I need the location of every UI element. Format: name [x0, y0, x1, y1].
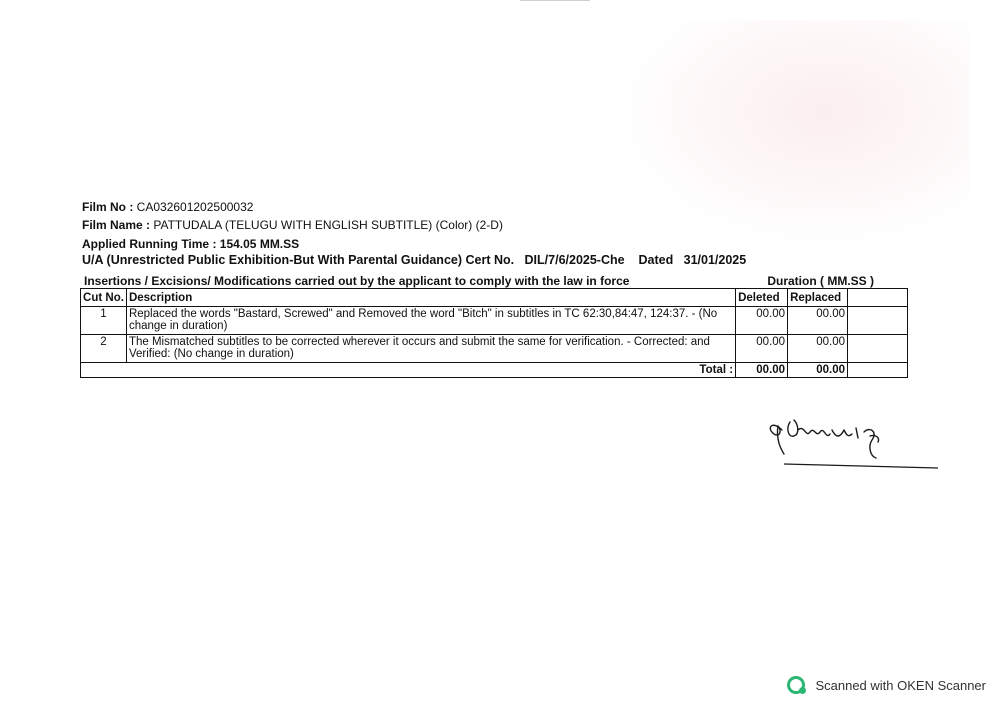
signature-mark — [760, 408, 940, 478]
blank-cell — [848, 363, 908, 378]
oken-scanner-logo-icon — [787, 676, 805, 694]
film-no-label: Film No : — [82, 200, 134, 214]
film-name-line — [82, 218, 503, 232]
col-header-replaced: Replaced — [788, 289, 848, 307]
dated-label: Dated — [638, 253, 674, 267]
film-name-label: Film Name : — [82, 218, 151, 232]
film-no-line — [82, 200, 253, 214]
certificate-text: U/A (Unrestricted Public Exhibition-But With Parental Guidance) Cert No. — [82, 253, 515, 267]
col-header-blank — [848, 289, 908, 307]
scanner-text: Scanned with OKEN Scanner — [815, 677, 986, 693]
duration-heading: Duration ( MM.SS ) — [767, 274, 874, 288]
running-time-label: Applied Running Time : — [82, 237, 217, 251]
table-header-row — [81, 289, 908, 307]
modifications-heading — [84, 274, 874, 288]
col-header-deleted: Deleted — [736, 289, 788, 307]
running-time-value: 154.05 MM.SS — [219, 237, 300, 251]
top-edge-line — [520, 0, 590, 1]
deleted-cell: 00.00 — [736, 307, 788, 335]
dated-value: 31/01/2025 — [683, 253, 747, 267]
scanner-footer — [787, 676, 986, 694]
cut-no-cell: 2 — [81, 335, 127, 363]
replaced-cell: 00.00 — [788, 335, 848, 363]
description-cell: Replaced the words "Bastard, Screwed" and Removed the word "Bitch" in subtitles in TC 62:30,84:47, 124:37. - (No change in duration) — [126, 307, 735, 335]
total-row — [81, 363, 908, 378]
replaced-cell: 00.00 — [788, 307, 848, 335]
total-deleted: 00.00 — [736, 363, 788, 378]
running-time-line — [82, 237, 299, 251]
total-replaced: 00.00 — [788, 363, 848, 378]
cut-no-cell: 1 — [81, 307, 127, 335]
cert-no-value: DIL/7/6/2025-Che — [524, 253, 625, 267]
description-cell: The Mismatched subtitles to be corrected wherever it occurs and submit the same for verification. - Corrected: and Verified: (No change in duration) — [126, 335, 735, 363]
col-header-cut-no: Cut No. — [81, 289, 127, 307]
blank-cell — [848, 307, 908, 335]
col-header-description: Description — [126, 289, 735, 307]
modifications-heading-text: Insertions / Excisions/ Modifications carried out by the applicant to comply with the law in force — [84, 274, 630, 288]
certificate-line — [82, 253, 746, 267]
blank-cell — [848, 335, 908, 363]
deleted-cell: 00.00 — [736, 335, 788, 363]
total-label: Total : — [81, 363, 736, 378]
film-name-value: PATTUDALA (TELUGU WITH ENGLISH SUBTITLE) (Color) (2-D) — [153, 218, 503, 232]
table-row — [81, 307, 908, 335]
table-row — [81, 335, 908, 363]
film-no-value: CA032601202500032 — [136, 200, 254, 214]
cuts-table — [80, 288, 908, 378]
